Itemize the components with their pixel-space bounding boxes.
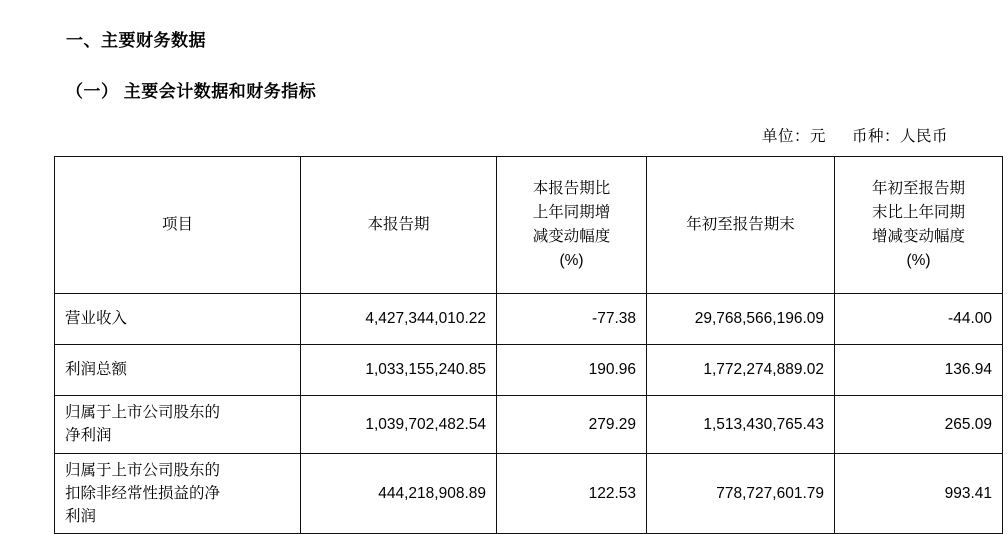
column-header-ytd bbox=[647, 157, 835, 294]
cell-ytd-change: -44.00 bbox=[835, 294, 1003, 345]
cell-period-change: 279.29 bbox=[497, 396, 647, 454]
row-label-line2: 净利润 bbox=[65, 427, 112, 445]
cell-period-change: 122.53 bbox=[497, 453, 647, 534]
row-label-line1: 归属于上市公司股东的 bbox=[65, 461, 221, 479]
row-label bbox=[55, 294, 301, 345]
financial-summary-table bbox=[54, 156, 1003, 534]
cell-ytd: 29,768,566,196.09 bbox=[647, 294, 835, 345]
table-header bbox=[55, 157, 1003, 294]
table-row bbox=[55, 396, 1003, 454]
cell-ytd-change: 136.94 bbox=[835, 345, 1003, 396]
cell-ytd: 1,772,274,889.02 bbox=[647, 345, 835, 396]
column-header-ytd-label: 年初至报告期末 bbox=[686, 215, 795, 233]
section-heading-accounting-data: （一） 主要会计数据和财务指标 bbox=[66, 82, 317, 101]
column-header-ytd-change-line2: 末比上年同期 bbox=[871, 203, 965, 221]
row-label-line1: 利润总额 bbox=[65, 361, 128, 379]
column-header-period-change-line3: 减变动幅度 bbox=[532, 228, 611, 245]
cell-period: 1,033,155,240.85 bbox=[301, 345, 497, 396]
row-label bbox=[55, 396, 301, 454]
table-body bbox=[55, 294, 1003, 534]
column-header-period-change bbox=[497, 157, 647, 294]
column-header-period-change-line1: 本报告期比 bbox=[532, 179, 611, 197]
unit-label: 单位：元 bbox=[761, 128, 826, 145]
cell-period: 444,218,908.89 bbox=[301, 453, 497, 534]
table-row bbox=[55, 345, 1003, 396]
row-label-line3: 利润 bbox=[65, 508, 97, 525]
column-header-ytd-change bbox=[835, 157, 1003, 294]
currency-label: 币种：人民币 bbox=[851, 128, 948, 145]
cell-period-change: 190.96 bbox=[497, 345, 647, 396]
row-label-line1: 归属于上市公司股东的 bbox=[65, 404, 221, 421]
row-label bbox=[55, 345, 301, 396]
cell-ytd-change: 993.41 bbox=[835, 453, 1003, 534]
column-header-ytd-change-line4: (%) bbox=[906, 252, 931, 270]
section-heading-main-financial-data: 一、主要财务数据 bbox=[66, 31, 206, 50]
column-header-period bbox=[301, 157, 497, 294]
table-row bbox=[55, 294, 1003, 345]
cell-ytd: 778,727,601.79 bbox=[647, 453, 835, 534]
row-label-line2: 扣除非经常性损益的净 bbox=[65, 484, 221, 502]
table-header-row bbox=[55, 157, 1003, 294]
column-header-item-label: 项目 bbox=[161, 215, 193, 233]
column-header-ytd-change-line3: 增减变动幅度 bbox=[871, 228, 965, 245]
cell-ytd: 1,513,430,765.43 bbox=[647, 396, 835, 454]
cell-period: 1,039,702,482.54 bbox=[301, 396, 497, 454]
cell-period: 4,427,344,010.22 bbox=[301, 294, 497, 345]
row-label-line1: 营业收入 bbox=[65, 310, 128, 328]
cell-period-change: -77.38 bbox=[497, 294, 647, 345]
cell-ytd-change: 265.09 bbox=[835, 396, 1003, 454]
unit-currency-line bbox=[54, 124, 948, 146]
column-header-period-label: 本报告期 bbox=[367, 215, 430, 233]
column-header-period-change-line4: (%) bbox=[559, 252, 584, 270]
column-header-period-change-line2: 上年同期增 bbox=[532, 203, 611, 221]
column-header-item bbox=[55, 157, 301, 294]
column-header-ytd-change-line1: 年初至报告期 bbox=[871, 179, 965, 197]
